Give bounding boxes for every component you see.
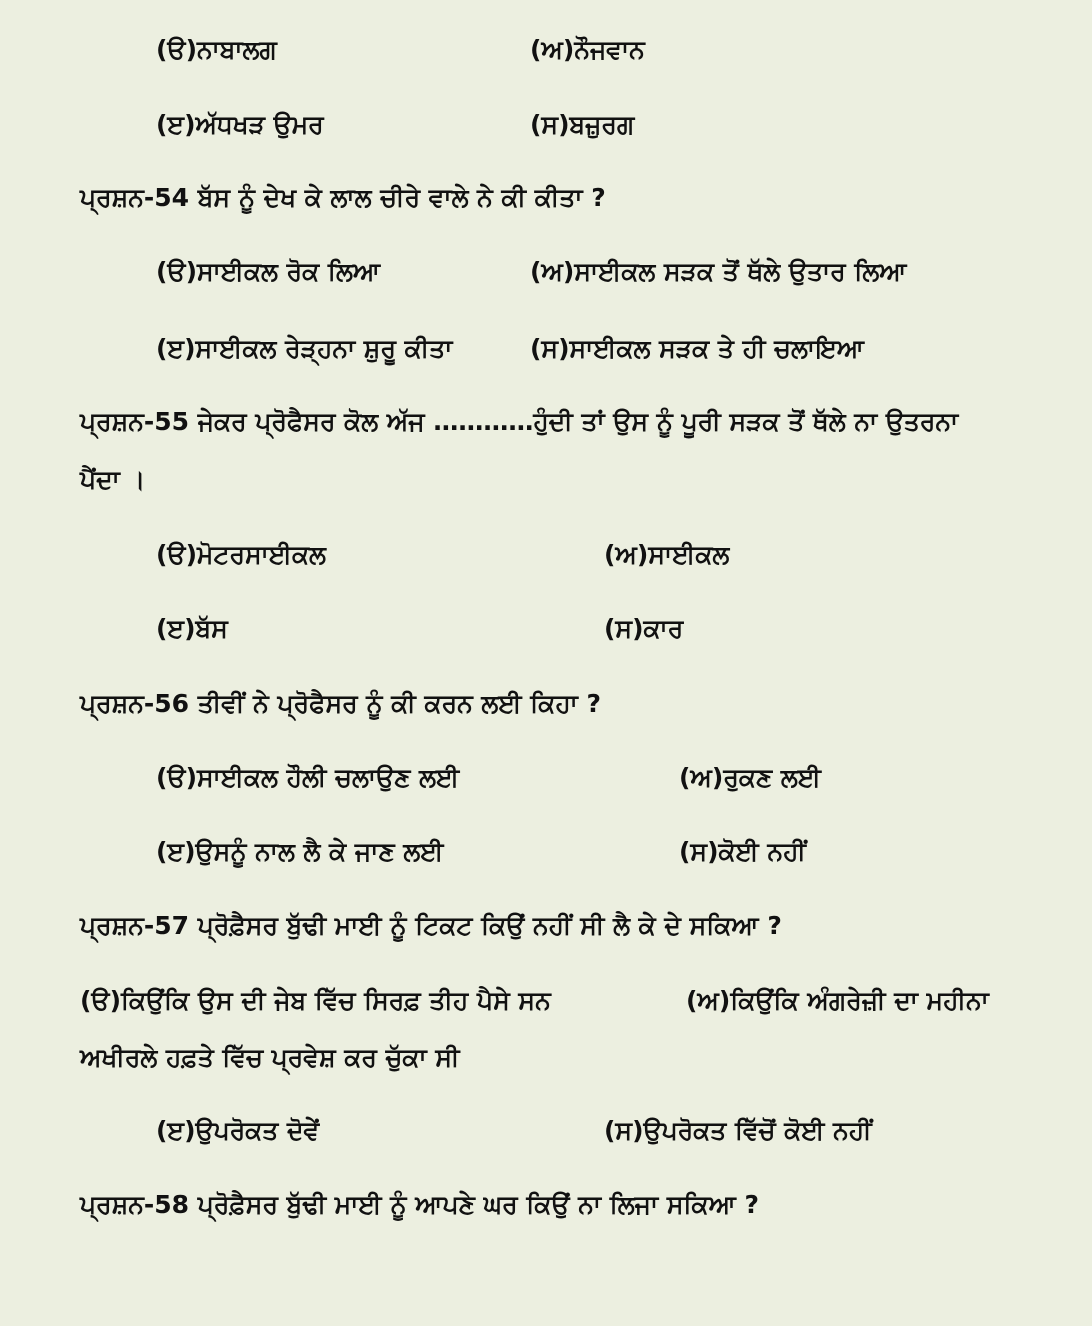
question-55-line-2: ਪੈਂਦਾ । [80,465,146,494]
question-56: ਪ੍ਰਸ਼ਨ-56 ਤੀਵੀਂ ਨੇ ਪ੍ਰੋਫੈਸਰ ਨੂੰ ਕੀ ਕਰਨ ਲਈ ਕਿਹਾ ? [80,689,602,718]
question-55-line-1: ਪ੍ਰਸ਼ਨ-55 ਜੇਕਰ ਪ੍ਰੋਫੈਸਰ ਕੋਲ ਅੱਜ …………ਹੁੰਦੀ ਤਾਂ ਉਸ ਨੂੰ ਪੂਰੀ ਸੜਕ ਤੋਂ ਥੱਲੇ ਨਾ ਉਤਰਨਾ [80,407,959,436]
q55-option-c: (ੲ)ਬੱਸ [156,614,228,643]
q53-option-c: (ੲ)ਅੱਧਖੜ ਉਮਰ [156,110,324,139]
question-57: ਪ੍ਰਸ਼ਨ-57 ਪ੍ਰੋਫ਼ੈਸਰ ਬੁੱਢੀ ਮਾਈ ਨੂੰ ਟਿਕਟ ਕਿਉਂ ਨਹੀਂ ਸੀ ਲੈ ਕੇ ਦੇ ਸਕਿਆ ? [80,911,782,940]
q57-option-b-line-2: ਅਖੀਰਲੇ ਹਫ਼ਤੇ ਵਿੱਚ ਪ੍ਰਵੇਸ਼ ਕਰ ਚੁੱਕਾ ਸੀ [80,1043,460,1072]
q53-option-a: (ੳ)ਨਾਬਾਲਗ [156,35,277,64]
q54-option-b: (ਅ)ਸਾਈਕਲ ਸੜਕ ਤੋਂ ਥੱਲੇ ਉਤਾਰ ਲਿਆ [530,257,907,286]
q55-option-a: (ੳ)ਮੋਟਰਸਾਈਕਲ [156,540,326,569]
q54-option-a: (ੳ)ਸਾਈਕਲ ਰੋਕ ਲਿਆ [156,257,381,286]
q55-option-b: (ਅ)ਸਾਈਕਲ [604,540,730,569]
q57-option-b-line-1: (ਅ)ਕਿਉਂਕਿ ਅੰਗਰੇਜ਼ੀ ਦਾ ਮਹੀਨਾ [686,986,989,1015]
q54-option-c: (ੲ)ਸਾਈਕਲ ਰੇੜ੍ਹਨਾ ਸ਼ੁਰੂ ਕੀਤਾ [156,334,453,363]
question-54: ਪ੍ਰਸ਼ਨ-54 ਬੱਸ ਨੂੰ ਦੇਖ ਕੇ ਲਾਲ ਚੀਰੇ ਵਾਲੇ ਨੇ ਕੀ ਕੀਤਾ ? [80,183,606,212]
q53-option-d: (ਸ)ਬਜ਼ੁਰਗ [530,110,635,139]
q56-option-c: (ੲ)ਉਸਨੂੰ ਨਾਲ ਲੈ ਕੇ ਜਾਣ ਲਈ [156,837,444,866]
q56-option-d: (ਸ)ਕੋਈ ਨਹੀਂ [679,837,806,866]
q55-option-d: (ਸ)ਕਾਰ [604,614,684,643]
q57-option-d: (ਸ)ਉਪਰੋਕਤ ਵਿੱਚੋਂ ਕੋਈ ਨਹੀਂ [604,1116,872,1145]
q56-option-a: (ੳ)ਸਾਈਕਲ ਹੌਲੀ ਚਲਾਉਣ ਲਈ [156,763,460,792]
q56-option-b: (ਅ)ਰੁਕਣ ਲਈ [679,763,821,792]
q54-option-d: (ਸ)ਸਾਈਕਲ ਸੜਕ ਤੇ ਹੀ ਚਲਾਇਆ [530,334,864,363]
q57-option-c: (ੲ)ਉਪਰੋਕਤ ਦੋਵੇਂ [156,1116,320,1145]
q53-option-b: (ਅ)ਨੌਜਵਾਨ [530,35,645,64]
question-58: ਪ੍ਰਸ਼ਨ-58 ਪ੍ਰੋਫ਼ੈਸਰ ਬੁੱਢੀ ਮਾਈ ਨੂੰ ਆਪਣੇ ਘਰ ਕਿਉਂ ਨਾ ਲਿਜਾ ਸਕਿਆ ? [80,1190,760,1219]
q57-option-a: (ੳ)ਕਿਉਂਕਿ ਉਸ ਦੀ ਜੇਬ ਵਿੱਚ ਸਿਰਫ਼ ਤੀਹ ਪੈਸੇ ਸਨ [80,986,551,1015]
